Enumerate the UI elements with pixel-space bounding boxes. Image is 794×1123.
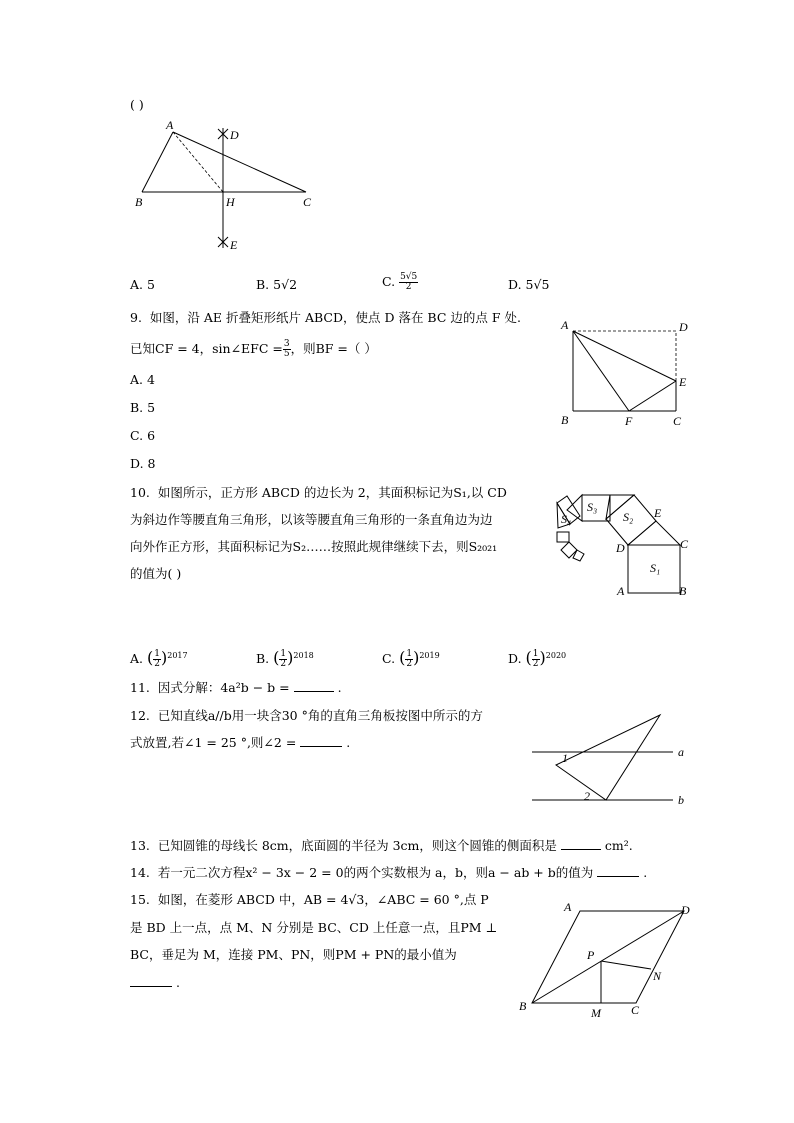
q9-option-d: D. 8	[130, 456, 156, 471]
svg-text:D: D	[616, 541, 625, 555]
svg-text:S₄: S₄	[561, 512, 572, 526]
q10-option-a: A. ( $\frac{1}{2}$ )$^{2017}$	[130, 648, 188, 670]
q8-label-e: E	[230, 238, 238, 252]
svg-text:B: B	[519, 999, 527, 1013]
q9-figure	[555, 318, 705, 433]
q11-line: 11. 因式分解：4a²b − b = .	[130, 680, 342, 695]
q9-line2: 已知CF = 4，sin∠EFC = $\frac{3}{5}$ ，则BF =（ ）	[130, 339, 377, 359]
svg-text:D: D	[681, 903, 690, 917]
q10-line4: 的值为( )	[130, 566, 182, 581]
q8-option-a: A. 5	[130, 277, 155, 292]
q15-line3: BC，垂足为 M，连接 PM、PN，则PM + PN的最小值为	[130, 947, 457, 962]
q9-option-b: B. 5	[130, 400, 156, 415]
svg-text:2: 2	[584, 789, 590, 803]
svg-text:B: B	[679, 584, 687, 598]
q12-figure	[530, 712, 695, 812]
q9-line1: 9. 如图，沿 AE 折叠矩形纸片 ABCD，使点 D 落在 BC 边的点 F 处.	[130, 310, 521, 325]
q10-figure	[552, 488, 702, 603]
q15-answer-blank[interactable]	[130, 986, 172, 987]
q8-option-d: D. 5√5	[508, 277, 550, 292]
svg-text:A: A	[561, 318, 569, 332]
q11-answer-blank[interactable]	[294, 691, 334, 692]
svg-text:E: E	[654, 506, 662, 520]
q13-line: 13. 已知圆锥的母线长 8cm，底面圆的半径为 3cm，则这个圆锥的侧面积是 cm².	[130, 838, 633, 853]
q8-label-d: D	[230, 128, 239, 142]
svg-text:D: D	[679, 320, 688, 334]
svg-text:S₁: S₁	[650, 561, 661, 575]
svg-text:E: E	[679, 375, 687, 389]
svg-text:1: 1	[562, 751, 568, 765]
q15-figure	[512, 897, 702, 1022]
svg-text:b: b	[678, 793, 684, 807]
svg-text:C: C	[680, 537, 689, 551]
q8-label-b: B	[135, 195, 143, 209]
q10-line1: 10. 如图所示，正方形 ABCD 的边长为 2，其面积标记为S₁,以 CD	[130, 485, 507, 500]
q15-line2: 是 BD 上一点，点 M、N 分别是 BC、CD 上任意一点，且PM ⊥	[130, 920, 498, 935]
svg-text:S₃: S₃	[587, 500, 598, 514]
svg-text:C: C	[631, 1003, 640, 1017]
q9-option-a: A. 4	[130, 372, 155, 387]
q8-label-a: A	[166, 118, 174, 132]
q15-line1: 15. 如图，在菱形 ABCD 中，AB = 4√3，∠ABC = 60 °,点 P	[130, 892, 489, 907]
q8-label-h: H	[226, 195, 235, 209]
svg-text:A: A	[564, 900, 572, 914]
q10-option-d: D. ( $\frac{1}{2}$ )$^{2020}$	[508, 648, 567, 670]
svg-text:B: B	[561, 413, 569, 427]
q8-answer-paren: ( )	[130, 97, 144, 112]
svg-text:M: M	[591, 1006, 601, 1020]
svg-text:A: A	[617, 584, 625, 598]
q9-option-c: C. 6	[130, 428, 156, 443]
q14-answer-blank[interactable]	[597, 876, 639, 877]
q12-line1: 12. 已知直线a//b用一块含30 °角的直角三角板按图中所示的方	[130, 708, 483, 723]
q12-answer-blank[interactable]	[300, 746, 342, 747]
q8-side-ab	[142, 132, 173, 192]
svg-text:a: a	[678, 745, 684, 759]
svg-text:S₂: S₂	[623, 510, 634, 524]
q10-line3: 向外作正方形，其面积标记为S₂……按照此规律继续下去，则S₂₀₂₁	[130, 539, 498, 554]
svg-text:P: P	[587, 948, 595, 962]
q8-figure	[130, 118, 330, 258]
svg-text:N: N	[653, 969, 662, 983]
q8-side-ac	[173, 132, 306, 192]
q10-option-b: B. ( $\frac{1}{2}$ )$^{2018}$	[256, 648, 314, 670]
q8-label-c: C	[303, 195, 312, 209]
q10-line2: 为斜边作等腰直角三角形，以该等腰直角三角形的一条直角边为边	[130, 512, 493, 527]
q13-answer-blank[interactable]	[561, 849, 601, 850]
q8-option-b: B. 5√2	[256, 277, 298, 292]
q8-option-c: C. $\frac{5√5}{2}$	[382, 272, 418, 292]
q14-line: 14. 若一元二次方程x² − 3x − 2 = 0的两个实数根为 a，b，则a − ab + b的值为 .	[130, 865, 648, 880]
q12-line2: 式放置,若∠1 = 25 °,则∠2 = .	[130, 735, 351, 750]
q15-line4: .	[130, 975, 180, 991]
svg-text:C: C	[673, 414, 682, 428]
svg-text:F: F	[625, 414, 633, 428]
q10-option-c: C. ( $\frac{1}{2}$ )$^{2019}$	[382, 648, 440, 670]
q8-dashed-ah	[173, 132, 223, 192]
